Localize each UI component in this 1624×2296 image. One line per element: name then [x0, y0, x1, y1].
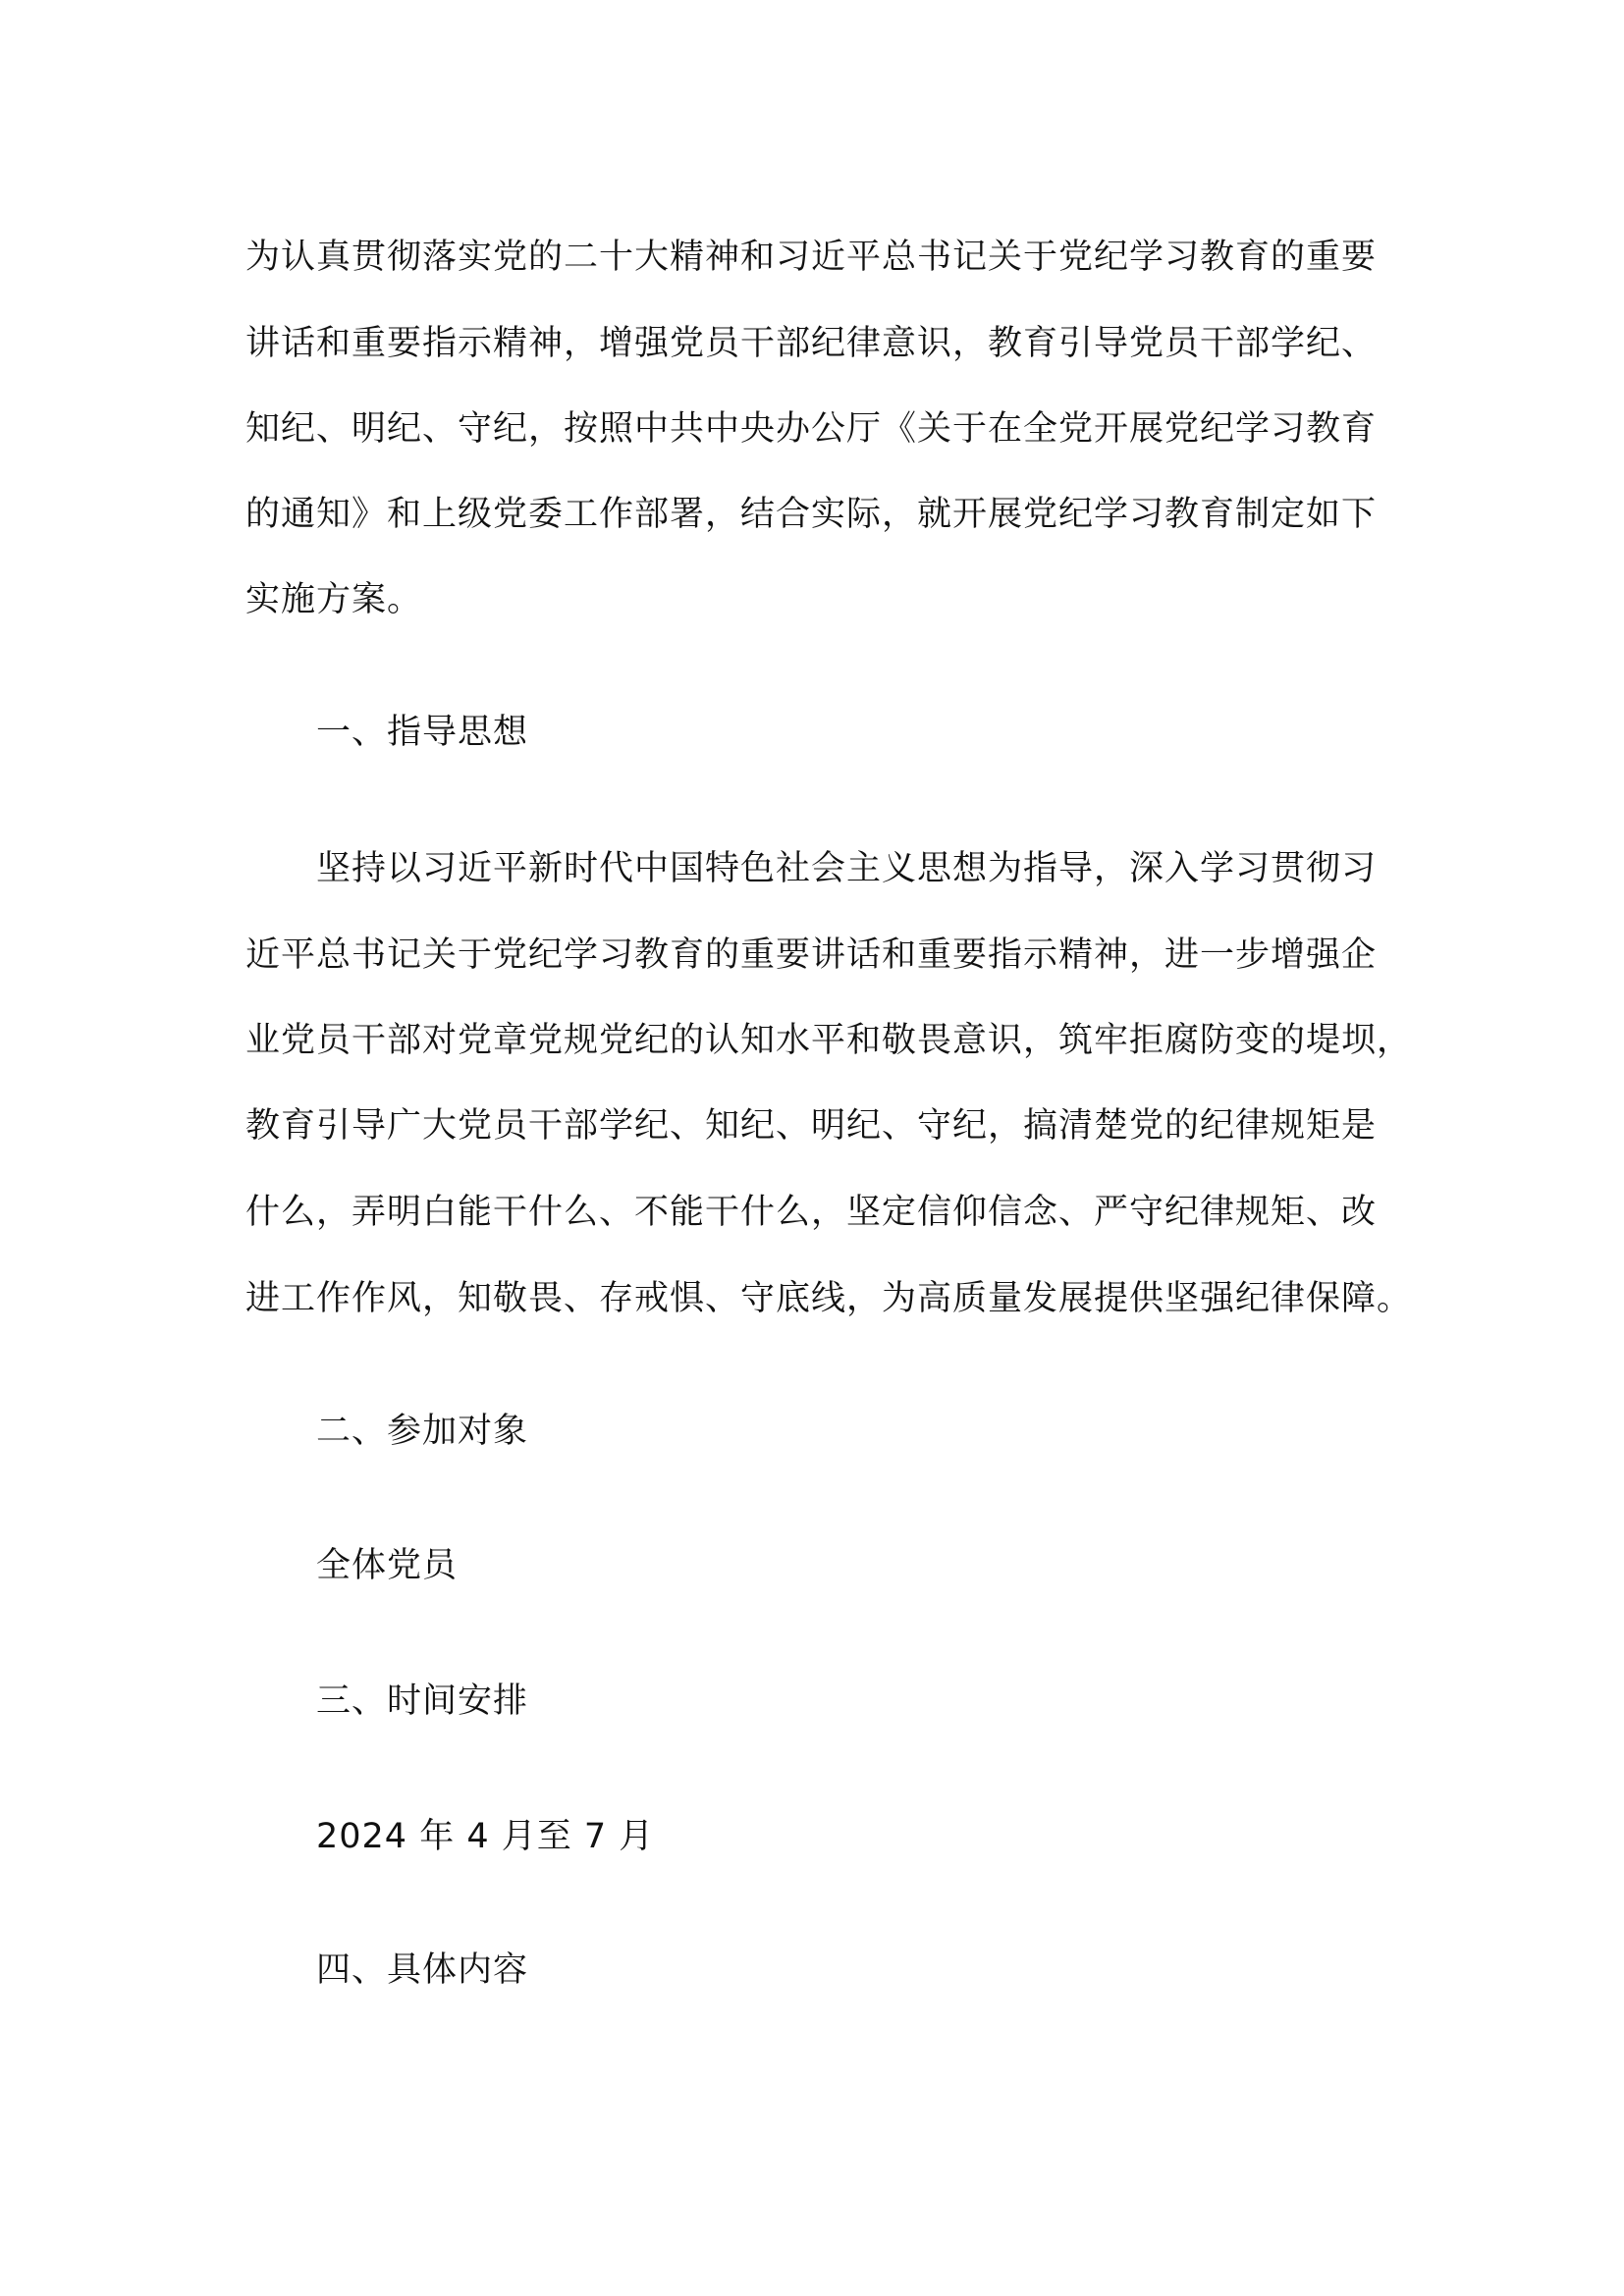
section-heading: 一、指导思想 — [316, 713, 529, 752]
paragraph-line: 近平总书记关于党纪学习教育的重要讲话和重要指示精神，进一步增强企 — [245, 935, 1378, 975]
intro-line: 的通知》和上级党委工作部署，结合实际，就开展党纪学习教育制定如下 — [245, 495, 1378, 534]
paragraph-line: 进工作作风，知敬畏、存戒惧、守底线，为高质量发展提供坚强纪律保障。 — [245, 1279, 1413, 1318]
intro-line: 实施方案。 — [245, 580, 423, 619]
intro-line: 讲话和重要指示精神，增强党员干部纪律意识，教育引导党员干部学纪、 — [245, 324, 1378, 363]
section-heading: 四、具体内容 — [316, 1950, 529, 1990]
paragraph-line: 教育引导广大党员干部学纪、知纪、明纪、守纪，搞清楚党的纪律规矩是 — [245, 1106, 1378, 1146]
section-body: 2024 年 4 月至 7 月 — [316, 1817, 655, 1856]
paragraph-line: 什么，弄明白能干什么、不能干什么，坚定信仰信念、严守纪律规矩、改 — [245, 1193, 1378, 1232]
intro-line: 知纪、明纪、守纪，按照中共中央办公厅《关于在全党开展党纪学习教育 — [245, 409, 1378, 449]
intro-line: 为认真贯彻落实党的二十大精神和习近平总书记关于党纪学习教育的重要 — [245, 238, 1378, 277]
section-heading: 三、时间安排 — [316, 1682, 529, 1721]
paragraph-line: 坚持以习近平新时代中国特色社会主义思想为指导，深入学习贯彻习 — [316, 849, 1378, 888]
section-body: 全体党员 — [316, 1546, 459, 1585]
section-heading: 二、参加对象 — [316, 1412, 529, 1451]
paragraph-line: 业党员干部对党章党规党纪的认知水平和敬畏意识，筑牢拒腐防变的堤坝， — [245, 1021, 1413, 1060]
